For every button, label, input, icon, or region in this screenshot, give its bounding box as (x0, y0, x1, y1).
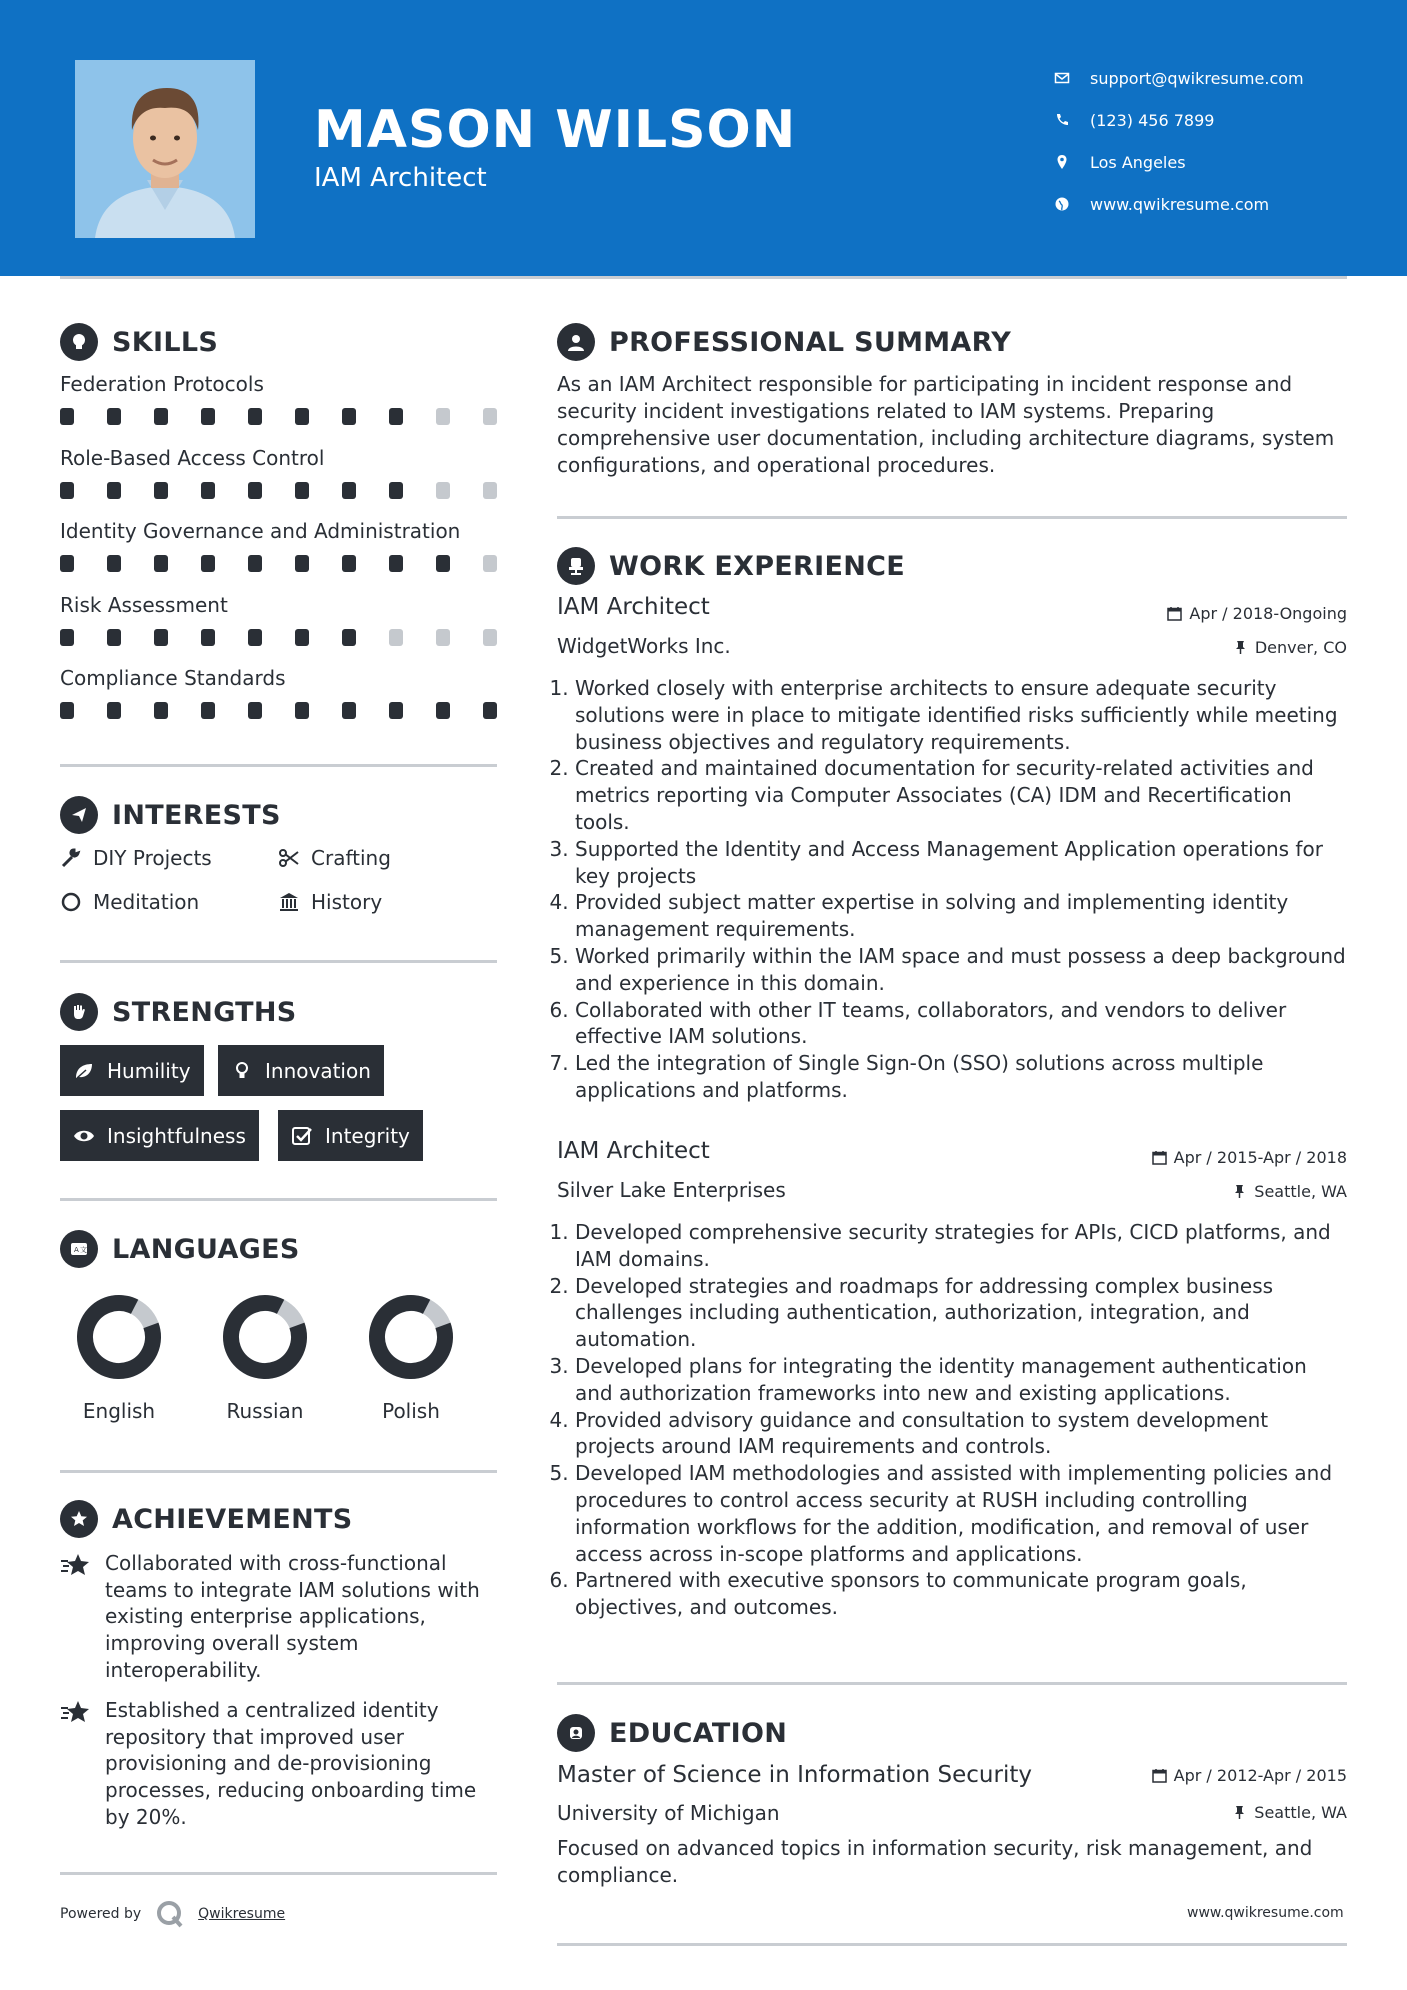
interest-item: History (278, 890, 382, 914)
strength-tag: Humility (60, 1045, 204, 1096)
skill-rating (60, 629, 497, 646)
job-title: IAM Architect (557, 1138, 710, 1164)
interests-heading: INTERESTS (60, 796, 281, 834)
rating-dot-filled (248, 482, 262, 499)
user-icon (557, 323, 595, 361)
phone-icon (1054, 112, 1090, 128)
strength-tag: Innovation (218, 1045, 384, 1096)
hand-icon (60, 993, 98, 1031)
section-divider (557, 516, 1347, 519)
education-location: Seattle, WA (1232, 1803, 1347, 1822)
section-divider (60, 1872, 497, 1875)
strength-tag: Integrity (278, 1110, 423, 1161)
rating-dot-filled (342, 482, 356, 499)
donut-fill (75, 1293, 162, 1380)
rating-dot-filled (389, 482, 403, 499)
rating-dot-filled (154, 702, 168, 719)
wrench-icon (60, 847, 82, 869)
duty-item: 5. Worked primarily within the IAM space and must possess a deep background and experience in this domain. (575, 943, 1347, 997)
pin-icon (1232, 1184, 1247, 1199)
rating-dot-filled (60, 629, 74, 646)
rating-dot-filled (107, 482, 121, 499)
contact-email[interactable]: support@qwikresume.com (1054, 57, 1304, 99)
language-donut (221, 1293, 309, 1381)
skill-rating (60, 702, 497, 719)
skill-rating (60, 555, 497, 572)
rating-dot-filled (107, 629, 121, 646)
rating-dot-filled (342, 555, 356, 572)
rating-dot-filled (248, 408, 262, 425)
summary-heading: PROFESSIONAL SUMMARY (557, 323, 1011, 361)
school-name: University of Michigan (557, 1801, 780, 1825)
experience-heading: WORK EXPERIENCE (557, 547, 905, 585)
job-location: Seattle, WA (1232, 1182, 1347, 1201)
location-icon (1054, 154, 1090, 170)
degree-title: Master of Science in Information Security (557, 1762, 1032, 1788)
rating-dot-empty (389, 629, 403, 646)
contact-phone[interactable]: (123) 456 7899 (1054, 99, 1304, 141)
duty-item: 6. Partnered with executive sponsors to communicate program goals, objectives, and outcomes. (575, 1567, 1347, 1621)
job-title: IAM Architect (557, 594, 710, 620)
qwikresume-logo-icon (155, 1899, 185, 1929)
rating-dot-filled (201, 482, 215, 499)
donut-fill (367, 1293, 454, 1380)
skill-rating (60, 482, 497, 499)
office-chair-icon (557, 547, 595, 585)
rating-dot-filled (154, 555, 168, 572)
rating-dot-filled (295, 408, 309, 425)
pin-icon (1232, 1805, 1247, 1820)
interest-item: Crafting (278, 846, 391, 870)
lightbulb-icon (231, 1060, 253, 1082)
rating-dot-filled (295, 702, 309, 719)
skills-heading: SKILLS (60, 323, 218, 361)
language-donut (367, 1293, 455, 1381)
contact-website[interactable]: www.qwikresume.com (1054, 183, 1304, 225)
globe-icon (1054, 196, 1090, 212)
education-heading: EDUCATION (557, 1714, 787, 1752)
language-item: Polish (361, 1293, 461, 1423)
star-icon (60, 1552, 92, 1580)
skills-list (60, 372, 500, 740)
svg-text:文: 文 (80, 1246, 87, 1254)
rating-dot-filled (342, 408, 356, 425)
profile-photo (75, 60, 255, 238)
education-description: Focused on advanced topics in information security, risk management, and compliance. (557, 1836, 1313, 1887)
rating-dot-filled (107, 555, 121, 572)
candidate-role: IAM Architect (314, 163, 487, 193)
contact-list (1054, 57, 1304, 225)
rating-dot-filled (295, 629, 309, 646)
job-duties (557, 1219, 1347, 1621)
section-divider (60, 1470, 497, 1473)
star-icon (60, 1699, 92, 1727)
rating-dot-filled (389, 702, 403, 719)
donut-fill (221, 1293, 308, 1380)
scissors-icon (278, 847, 300, 869)
rating-dot-empty (436, 482, 450, 499)
summary-text: As an IAM Architect responsible for participating in incident response and security incident investigations related to IAM systems. Preparing comprehensive user documentation, including architecture diagrams, system configurations, and operational procedures. (557, 372, 1335, 477)
eye-icon (73, 1125, 95, 1147)
rating-dot-filled (248, 629, 262, 646)
job-date: Apr / 2015-Apr / 2018 (1152, 1148, 1347, 1167)
skill-item: Federation Protocols (60, 372, 500, 446)
rating-dot-filled (483, 702, 497, 719)
languages-heading: A 文 LANGUAGES (60, 1230, 300, 1268)
calendar-icon (1152, 1768, 1167, 1783)
rating-dot-filled (389, 408, 403, 425)
qwikresume-link[interactable]: Qwikresume (198, 1906, 286, 1922)
rating-dot-empty (483, 408, 497, 425)
rating-dot-filled (295, 482, 309, 499)
language-icon (60, 1230, 98, 1268)
achievements-heading: ACHIEVEMENTS (60, 1500, 353, 1538)
skill-rating (60, 408, 497, 425)
rating-dot-filled (60, 482, 74, 499)
rating-dot-filled (201, 408, 215, 425)
candidate-name: MASON WILSON (314, 100, 797, 160)
email-icon (1054, 70, 1090, 86)
job-date: Apr / 2018-Ongoing (1167, 604, 1347, 623)
duty-item: 1. Developed comprehensive security strategies for APIs, CICD platforms, and IAM domains. (575, 1219, 1347, 1273)
section-divider (60, 764, 497, 767)
lightbulb-icon (60, 323, 98, 361)
duty-item: 5. Developed IAM methodologies and assisted with implementing policies and procedures to control access security at RUSH including controlling information workflows for the addition, modification, and removal of user access across in-scope platforms and applications. (575, 1460, 1347, 1567)
duty-item: 3. Supported the Identity and Access Management Application operations for key projects (575, 836, 1347, 890)
paper-plane-icon (60, 796, 98, 834)
circle-icon (60, 891, 82, 913)
duty-item: 4. Provided advisory guidance and consultation to system development projects around IAM requirements and controls. (575, 1407, 1347, 1461)
language-donut (75, 1293, 163, 1381)
rating-dot-empty (483, 555, 497, 572)
rating-dot-filled (201, 629, 215, 646)
rating-dot-filled (248, 702, 262, 719)
rating-dot-filled (201, 702, 215, 719)
skill-item: Identity Governance and Administration (60, 519, 500, 593)
svg-text:A: A (74, 1246, 79, 1254)
rating-dot-filled (154, 629, 168, 646)
star-badge-icon (60, 1500, 98, 1538)
skill-item: Risk Assessment (60, 593, 500, 667)
leaf-icon (73, 1060, 95, 1082)
bank-icon (278, 891, 300, 913)
job-location: Denver, CO (1233, 638, 1347, 657)
graduate-icon (557, 1714, 595, 1752)
checkbox-icon (291, 1125, 313, 1147)
company-name: Silver Lake Enterprises (557, 1178, 786, 1202)
resume-header (0, 0, 1407, 276)
duty-item: 7. Led the integration of Single Sign-On (SSO) solutions across multiple applications and platforms. (575, 1050, 1347, 1104)
powered-by: Powered by Qwikresume (60, 1899, 285, 1929)
skill-item: Role-Based Access Control (60, 446, 500, 520)
duty-item: 1. Worked closely with enterprise architects to ensure adequate security solutions were in place to mitigate identified risks sufficiently while meeting business objectives and regulatory requirements. (575, 675, 1347, 755)
achievement-item: Collaborated with cross-functional teams to integrate IAM solutions with existing enterprise applications, improving overall system interoperability. (60, 1550, 500, 1684)
rating-dot-filled (389, 555, 403, 572)
job-duties (557, 675, 1347, 1104)
interest-item: DIY Projects (60, 846, 212, 870)
skill-item: Compliance Standards (60, 666, 500, 740)
contact-location: Los Angeles (1054, 141, 1304, 183)
calendar-icon (1152, 1150, 1167, 1165)
interest-item: Meditation (60, 890, 199, 914)
rating-dot-empty (483, 629, 497, 646)
company-name: WidgetWorks Inc. (557, 634, 731, 658)
duty-item: 2. Created and maintained documentation for security-related activities and metrics reporting via Computer Associates (CA) IDM and Recertification tools. (575, 755, 1347, 835)
rating-dot-empty (483, 482, 497, 499)
section-divider (60, 1198, 497, 1201)
rating-dot-filled (201, 555, 215, 572)
section-divider (60, 960, 497, 963)
education-date: Apr / 2012-Apr / 2015 (1152, 1766, 1347, 1785)
rating-dot-filled (60, 408, 74, 425)
rating-dot-filled (295, 555, 309, 572)
duty-item: 2. Developed strategies and roadmaps for addressing complex business challenges including authentication, authorization, integration, and automation. (575, 1273, 1347, 1353)
strength-tag: Insightfulness (60, 1110, 259, 1161)
pin-icon (1233, 640, 1248, 655)
rating-dot-empty (436, 408, 450, 425)
duty-item: 3. Developed plans for integrating the identity management authentication and authorization frameworks into new and existing applications. (575, 1353, 1347, 1407)
achievement-item: Established a centralized identity repository that improved user provisioning and de-provisioning processes, reducing onboarding time by 20%. (60, 1697, 500, 1831)
rating-dot-filled (60, 555, 74, 572)
section-divider (557, 1682, 1347, 1685)
rating-dot-filled (436, 555, 450, 572)
rating-dot-filled (436, 702, 450, 719)
rating-dot-empty (436, 629, 450, 646)
rating-dot-filled (60, 702, 74, 719)
footer-website-link[interactable]: www.qwikresume.com (1187, 1905, 1344, 1921)
rating-dot-filled (248, 555, 262, 572)
rating-dot-filled (107, 408, 121, 425)
duty-item: 4. Provided subject matter expertise in solving and implementing identity management requirements. (575, 889, 1347, 943)
calendar-icon (1167, 606, 1182, 621)
rating-dot-filled (342, 629, 356, 646)
rating-dot-filled (154, 482, 168, 499)
rating-dot-filled (154, 408, 168, 425)
rating-dot-filled (107, 702, 121, 719)
strengths-heading: STRENGTHS (60, 993, 297, 1031)
language-item: Russian (215, 1293, 315, 1423)
header-divider (60, 276, 1347, 279)
duty-item: 6. Collaborated with other IT teams, collaborators, and vendors to deliver effective IAM solutions. (575, 997, 1347, 1051)
rating-dot-filled (342, 702, 356, 719)
language-item: English (69, 1293, 169, 1423)
footer-divider (557, 1943, 1347, 1946)
